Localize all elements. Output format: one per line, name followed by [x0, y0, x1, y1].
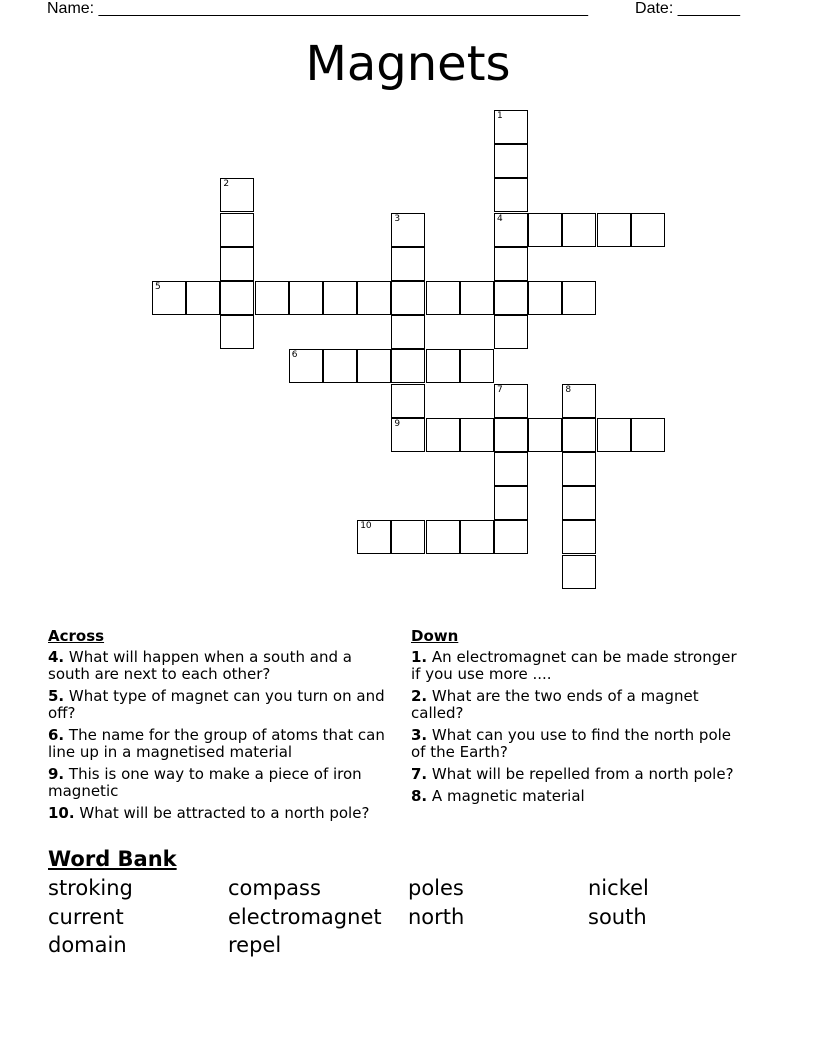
- clue-number: 1: [497, 111, 503, 121]
- crossword-cell[interactable]: [220, 281, 254, 315]
- word-bank-item: repel: [228, 933, 282, 957]
- crossword-cell[interactable]: [460, 520, 494, 554]
- crossword-cell[interactable]: [391, 281, 425, 315]
- crossword-cell[interactable]: [494, 315, 528, 349]
- crossword-cell[interactable]: [562, 452, 596, 486]
- crossword-cell[interactable]: [152, 281, 186, 315]
- crossword-cell[interactable]: [562, 520, 596, 554]
- clue-down-3: 3. What can you use to find the north pole of the Earth?: [411, 726, 732, 761]
- crossword-cell[interactable]: [562, 418, 596, 452]
- crossword-cell[interactable]: [220, 178, 254, 212]
- crossword-cell[interactable]: [528, 213, 562, 247]
- crossword-cell[interactable]: [460, 281, 494, 315]
- crossword-cell[interactable]: [255, 281, 289, 315]
- clue-across-4: 4. What will happen when a south and a south are next to each other?: [48, 648, 352, 683]
- name-field[interactable]: Name: _______________________________________________________: [47, 0, 588, 17]
- clue-number: 5: [155, 282, 161, 292]
- crossword-cell[interactable]: [460, 418, 494, 452]
- crossword-cell[interactable]: [494, 213, 528, 247]
- word-bank-item: compass: [228, 876, 321, 900]
- crossword-cell[interactable]: [494, 178, 528, 212]
- crossword-cell[interactable]: [391, 315, 425, 349]
- crossword-cell[interactable]: [494, 281, 528, 315]
- crossword-cell[interactable]: [494, 452, 528, 486]
- crossword-cell[interactable]: [289, 281, 323, 315]
- clue-across-10: 10. What will be attracted to a north pole?: [48, 804, 370, 822]
- crossword-cell[interactable]: [220, 213, 254, 247]
- crossword-cell[interactable]: [460, 349, 494, 383]
- crossword-cell[interactable]: [528, 418, 562, 452]
- crossword-cell[interactable]: [323, 281, 357, 315]
- clue-number: 6: [291, 350, 298, 361]
- date-field[interactable]: Date: _______: [635, 0, 740, 17]
- crossword-cell[interactable]: [528, 281, 562, 315]
- crossword-cell[interactable]: [391, 384, 425, 418]
- word-bank-item: nickel: [588, 876, 649, 900]
- crossword-cell[interactable]: [494, 110, 528, 144]
- crossword-cell[interactable]: [494, 418, 528, 452]
- word-bank-title: Word Bank: [48, 847, 177, 871]
- crossword-cell[interactable]: [494, 520, 528, 554]
- crossword-cell[interactable]: [391, 349, 425, 383]
- crossword-cell[interactable]: [562, 213, 596, 247]
- crossword-cell[interactable]: [220, 247, 254, 281]
- crossword-cell[interactable]: [391, 247, 425, 281]
- clue-number: 8: [565, 384, 572, 395]
- clue-down-8: 8. A magnetic material: [411, 787, 585, 805]
- across-clues: [48, 628, 398, 827]
- clue-number: 3: [394, 213, 401, 224]
- word-bank-item: electromagnet: [228, 904, 382, 929]
- clue-across-5: 5. What type of magnet can you turn on and off?: [48, 687, 385, 722]
- word-bank-item: current: [48, 904, 124, 929]
- clue-number: 10: [360, 521, 372, 532]
- word-bank-list: [48, 874, 768, 960]
- crossword-cell[interactable]: [426, 281, 460, 315]
- across-heading: Across: [48, 627, 105, 645]
- clue-number: 2: [223, 179, 230, 190]
- crossword-cell[interactable]: [631, 213, 665, 247]
- clue-down-2: 2. What are the two ends of a magnet called?: [411, 687, 699, 722]
- clue-number: 9: [394, 418, 401, 429]
- clue-number: 4: [497, 213, 503, 224]
- crossword-cell[interactable]: [597, 418, 631, 452]
- crossword-cell[interactable]: [391, 520, 425, 554]
- word-bank-item: stroking: [48, 876, 133, 900]
- crossword-cell[interactable]: [186, 281, 220, 315]
- crossword-cell[interactable]: [597, 213, 631, 247]
- crossword-cell[interactable]: [562, 486, 596, 520]
- crossword-cell[interactable]: [631, 418, 665, 452]
- crossword-cell[interactable]: [562, 555, 596, 589]
- word-bank-item: south: [588, 904, 647, 929]
- crossword-cell[interactable]: [494, 247, 528, 281]
- page-title: Magnets: [305, 36, 511, 92]
- crossword-cell[interactable]: [562, 384, 596, 418]
- crossword-cell[interactable]: [357, 349, 391, 383]
- clue-across-6: 6. The name for the group of atoms that can line up in a magnetised material: [48, 726, 385, 761]
- clue-number: 7: [497, 384, 503, 395]
- crossword-cell[interactable]: [426, 520, 460, 554]
- clue-down-1: 1. An electromagnet can be made stronger if you use more ....: [411, 648, 737, 683]
- crossword-cell[interactable]: [323, 349, 357, 383]
- crossword-cell[interactable]: [220, 315, 254, 349]
- word-bank-item: poles: [408, 876, 464, 900]
- down-heading: Down: [411, 627, 459, 645]
- clue-across-9: 9. This is one way to make a piece of iron magnetic: [48, 765, 362, 800]
- crossword-cell[interactable]: [426, 418, 460, 452]
- crossword-cell[interactable]: [562, 281, 596, 315]
- crossword-cell[interactable]: [289, 349, 323, 383]
- crossword-cell[interactable]: [391, 418, 425, 452]
- word-bank: [48, 846, 768, 960]
- clue-down-7: 7. What will be repelled from a north pole?: [411, 765, 734, 783]
- word-bank-item: north: [408, 904, 465, 929]
- crossword-cell[interactable]: [494, 384, 528, 418]
- crossword-cell[interactable]: [391, 213, 425, 247]
- crossword-cell[interactable]: [494, 144, 528, 178]
- crossword-cell[interactable]: [426, 349, 460, 383]
- crossword-cell[interactable]: [357, 281, 391, 315]
- crossword-cell[interactable]: [494, 486, 528, 520]
- down-clues: [411, 628, 741, 810]
- crossword-cell[interactable]: [357, 520, 391, 554]
- word-bank-item: domain: [48, 933, 127, 957]
